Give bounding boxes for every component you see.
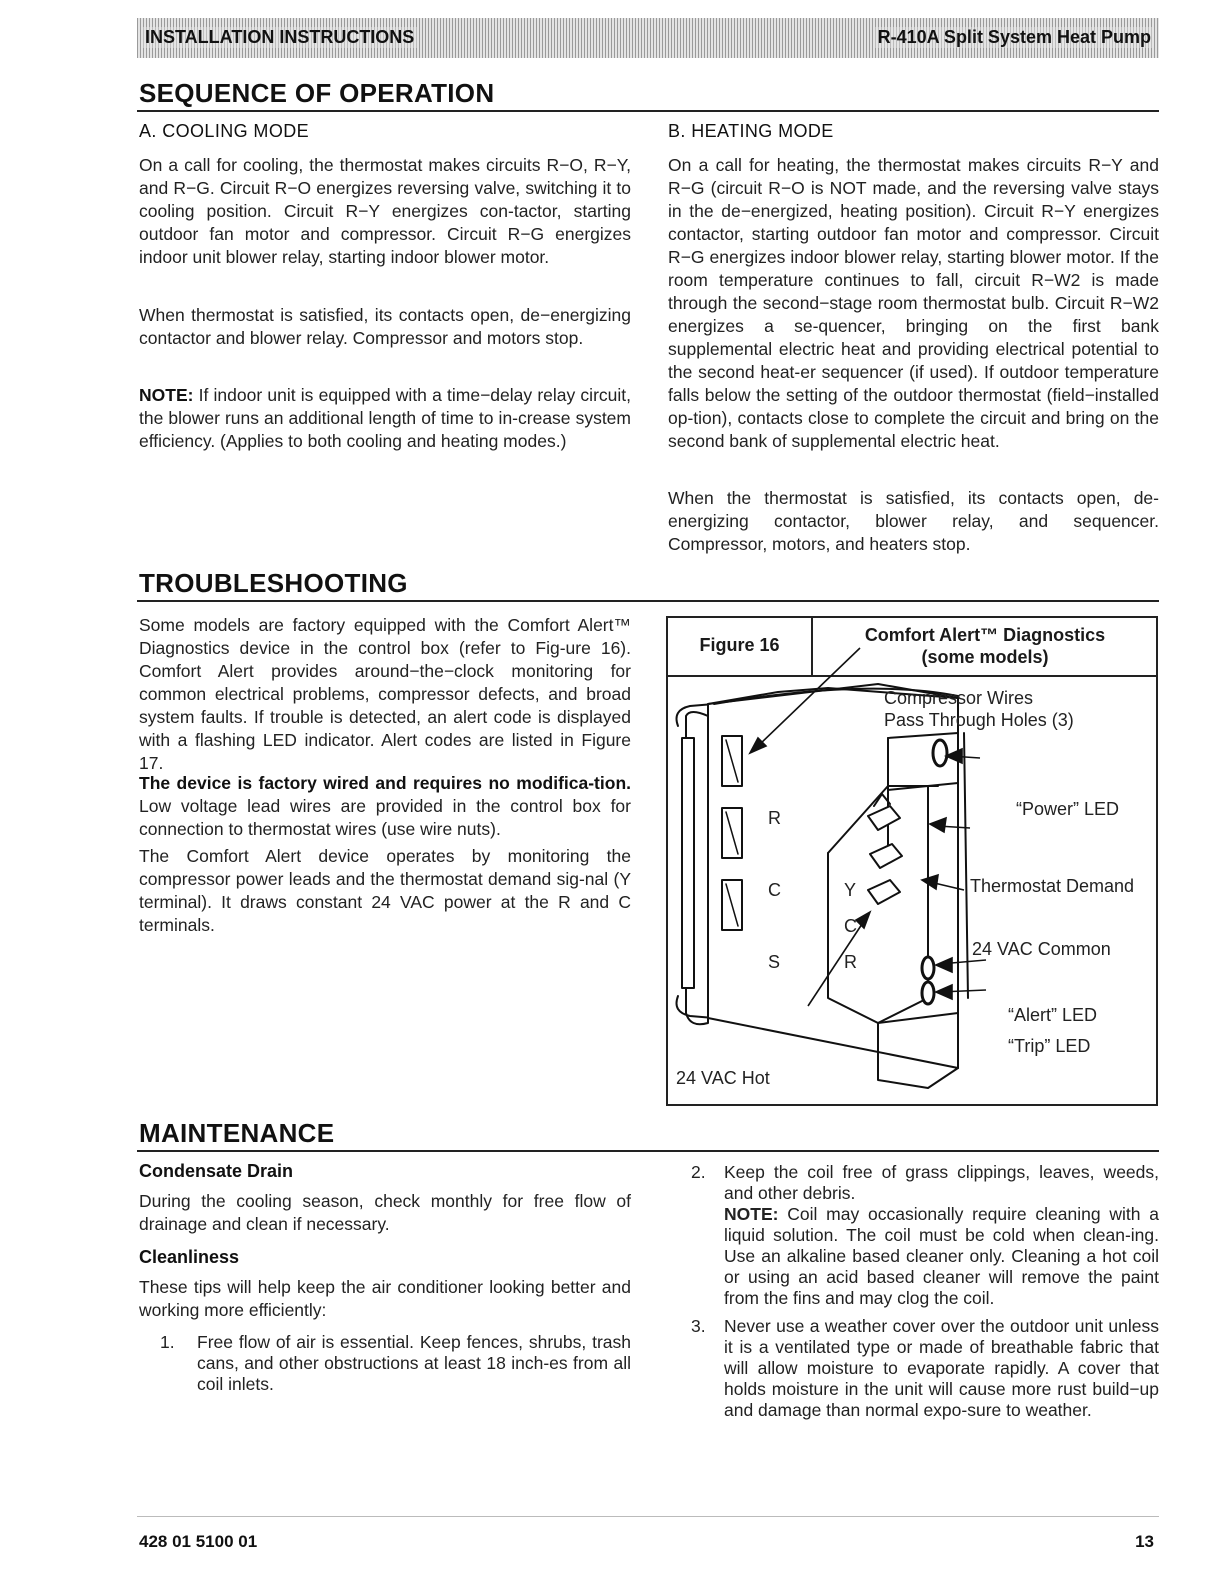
condensate-heading: Condensate Drain (139, 1161, 294, 1181)
footer-page-number: 13 (1135, 1532, 1154, 1551)
callout-pass-through-line-2: Pass Through Holes (3) (884, 710, 1074, 730)
cooling-heading: A. COOLING MODE (139, 121, 310, 141)
figure-title-line-1: Comfort Alert™ Diagnostics (864, 625, 1106, 645)
cleanliness-text: These tips will help keep the air conditioner looking better and working more efficiently: (139, 1277, 631, 1320)
list-item: Never use a weather cover over the outdoor unit unless it is a ventilated type or made of breathable fabric that will allow moisture to evaporate rapidly. A cover that holds moisture in the unit will cause more rust build−up and damage than normal expo-sure to weather. (724, 1316, 1159, 1420)
note-text: Coil may occasionally require cleaning with a liquid solution. The coil must be cold when clean-ing. Use an alkaline based cleaner only. Cleaning a hot coil or using an acid based cleaner will remove the paint from the fins and may clog the coil. (724, 1204, 1159, 1308)
note-label: NOTE: (724, 1204, 779, 1224)
cooling-note (139, 384, 631, 453)
list-item: Free flow of air is essential. Keep fences, shrubs, trash cans, and other obstructions at least 18 inch-es from all coil inlets. (197, 1332, 631, 1394)
callout-pass-through-line-1: Compressor Wires (884, 688, 1034, 708)
section-rule (137, 1150, 1159, 1152)
heating-paragraph-1: On a call for heating, the thermostat makes circuits R−Y and R−G (circuit R−O is NOT made, and the reversing valve stays in the de−energized, heating position). Circuit R−Y energizes contactor, starting outdoor fan motor and compressor. Circuit R−G energizes indoor blower relay, starting blower motor. If the room temperature continues to fall, circuit R−W2 is made through the second−stage room thermostat bulb. Circuit R−W2 energizes a se-quencer, bringing on the first bank supplemental electric heat and providing electrical potential to the second heat-er sequencer (if used). If outdoor temperature falls below the setting of the outdoor thermostat (field−installed op-tion), contacts close to complete the circuit and bring on the second bank of supplemental electric heat. (668, 155, 1159, 451)
condensate-text: During the cooling season, check monthly for free flow of drainage and clean if necessary. (139, 1191, 631, 1234)
factory-wired-bold: The device is factory wired and requires no modifica-tion. (139, 773, 631, 793)
list-number: 2. (691, 1162, 706, 1182)
note-label: NOTE: (139, 385, 194, 405)
list-item-text: Keep the coil free of grass clippings, leaves, weeds, and other debris. (724, 1162, 1159, 1203)
terminal-label-r: R (768, 808, 781, 828)
figure-label: Figure 16 (699, 635, 780, 655)
callout-power-led: “Power” LED (1016, 799, 1120, 819)
footer-doc-number: 428 01 5100 01 (139, 1532, 258, 1551)
callout-thermostat-demand: Thermostat Demand (970, 876, 1135, 896)
callout-trip-led: “Trip” LED (1008, 1036, 1091, 1056)
callout-24vac-common: 24 VAC Common (972, 939, 1111, 959)
terminal-label-c2: C (844, 916, 857, 936)
section-title-sequence: SEQUENCE OF OPERATION (139, 78, 495, 108)
troubleshooting-paragraph-2 (139, 772, 631, 841)
section-title-troubleshooting: TROUBLESHOOTING (139, 568, 408, 598)
callout-alert-led: “Alert” LED (1008, 1005, 1098, 1025)
list-item-note (724, 1204, 1159, 1309)
cooling-paragraph-2: When thermostat is satisfied, its contacts open, de−energizing contactor and blower relay. Compressor and motors stop. (139, 305, 631, 348)
heating-heading: B. HEATING MODE (668, 121, 834, 141)
header-left-title: INSTALLATION INSTRUCTIONS (142, 27, 417, 48)
section-rule (137, 600, 1159, 602)
terminal-label-r2: R (844, 952, 857, 972)
section-title-maintenance: MAINTENANCE (139, 1118, 335, 1148)
header-right-title: R-410A Split System Heat Pump (875, 27, 1154, 48)
figure-16 (666, 616, 1158, 1106)
cooling-paragraph-1: On a call for cooling, the thermostat makes circuits R−O, R−Y, and R−G. Circuit R−O energizes reversing valve, switching it to cooling position. Circuit R−Y energizes con-tactor, starting outdoor fan motor and compressor. Circuit R−G energizes indoor unit blower relay, starting indoor blower motor. (139, 155, 631, 267)
callout-24vac-hot: 24 VAC Hot (676, 1068, 770, 1088)
terminal-label-y: Y (844, 880, 857, 900)
section-rule (137, 110, 1159, 112)
list-item (724, 1162, 1159, 1309)
troubleshooting-paragraph-1: Some models are factory equipped with the Comfort Alert™ Diagnostics device in the control box (refer to Fig-ure 16). Comfort Alert provides around−the−clock monitoring for common electrical problems, compressor defects, and broad system faults. If trouble is detected, an alert code is displayed with a flashing LED indicator. Alert codes are listed in Figure 17. (139, 615, 631, 773)
terminal-label-c: C (768, 880, 781, 900)
heating-paragraph-2: When the thermostat is satisfied, its contacts open, de-energizing contactor, blower relay, and sequencer. Compressor, motors, and heaters stop. (668, 488, 1159, 554)
figure-title-line-2: (some models) (921, 647, 1049, 667)
factory-wired-text: Low voltage lead wires are provided in the control box for connection to thermostat wires (use wire nuts). (139, 796, 631, 839)
footer-rule (137, 1516, 1159, 1517)
header-banner (137, 18, 1159, 58)
list-number: 3. (691, 1316, 706, 1336)
list-number: 1. (160, 1332, 175, 1352)
cleanliness-heading: Cleanliness (139, 1247, 240, 1267)
terminal-label-s: S (768, 952, 781, 972)
troubleshooting-paragraph-3: The Comfort Alert device operates by monitoring the compressor power leads and the thermostat demand sig-nal (Y terminal). It draws constant 24 VAC power at the R and C terminals. (139, 846, 631, 935)
note-text: If indoor unit is equipped with a time−delay relay circuit, the blower runs an additional length of time to in-crease system efficiency. (Applies to both cooling and heating modes.) (139, 385, 631, 451)
